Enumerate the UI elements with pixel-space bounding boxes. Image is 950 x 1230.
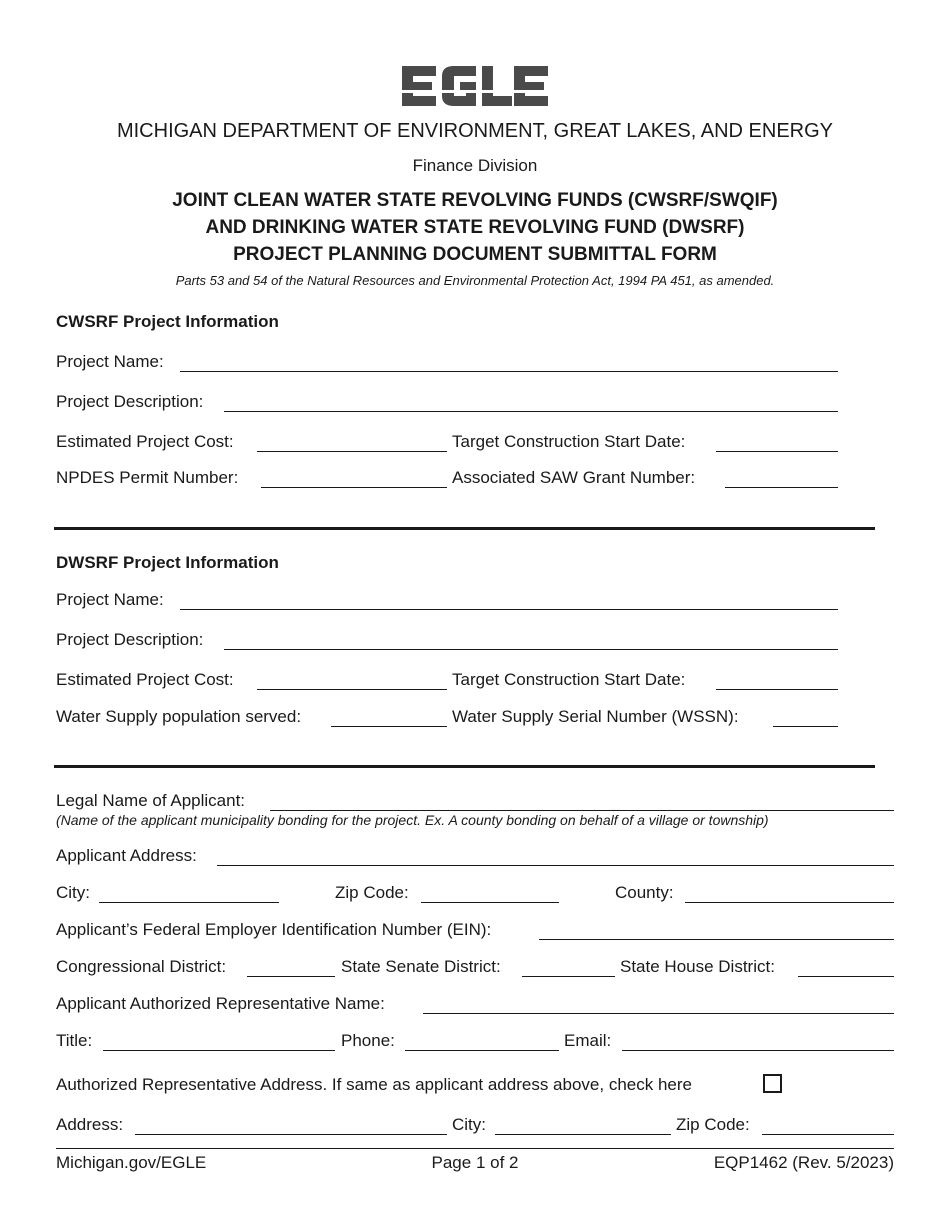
cwsrf-saw-grant-label: Associated SAW Grant Number: xyxy=(452,468,696,487)
zip-field[interactable] xyxy=(421,902,559,903)
footer-page-number: Page 1 of 2 xyxy=(431,1153,519,1172)
legal-authority: Parts 53 and 54 of the Natural Resources and Environmental Protection Act, 1994 PA 451, as amended. xyxy=(175,273,775,288)
rep-address-prompt: Authorized Representative Address. If same as applicant address above, check here xyxy=(56,1075,692,1094)
city-field[interactable] xyxy=(99,902,279,903)
rep-city-field[interactable] xyxy=(495,1134,671,1135)
legal-name-note: (Name of the applicant municipality bonding for the project. Ex. A county bonding on behalf of a village or township) xyxy=(56,812,769,828)
congressional-field[interactable] xyxy=(247,976,335,977)
section-divider-1 xyxy=(54,527,875,530)
cwsrf-heading: CWSRF Project Information xyxy=(56,312,279,331)
division-name: Finance Division xyxy=(412,156,538,175)
applicant-address-label: Applicant Address: xyxy=(56,846,197,865)
ein-field[interactable] xyxy=(539,939,894,940)
dwsrf-project-description-field[interactable] xyxy=(224,649,838,650)
footer-website: Michigan.gov/EGLE xyxy=(56,1153,207,1172)
form-title-line-2: AND DRINKING WATER STATE REVOLVING FUND (DWSRF) xyxy=(205,217,745,238)
cwsrf-estimated-cost-field[interactable] xyxy=(257,451,447,452)
cwsrf-target-start-field[interactable] xyxy=(716,451,838,452)
department-name: MICHIGAN DEPARTMENT OF ENVIRONMENT, GREAT LAKES, AND ENERGY xyxy=(116,120,834,142)
zip-label: Zip Code: xyxy=(335,883,409,902)
egle-logo xyxy=(0,62,950,112)
congressional-label: Congressional District: xyxy=(56,957,227,976)
phone-label: Phone: xyxy=(341,1031,395,1050)
title-field[interactable] xyxy=(103,1050,335,1051)
dwsrf-population-field[interactable] xyxy=(331,726,447,727)
dwsrf-estimated-cost-field[interactable] xyxy=(257,689,447,690)
cwsrf-npdes-field[interactable] xyxy=(261,487,447,488)
egle-logo-mark xyxy=(402,62,548,108)
cwsrf-project-name-label: Project Name: xyxy=(56,352,164,371)
cwsrf-target-start-label: Target Construction Start Date: xyxy=(452,432,686,451)
dwsrf-estimated-cost-label: Estimated Project Cost: xyxy=(56,670,234,689)
senate-label: State Senate District: xyxy=(341,957,501,976)
house-field[interactable] xyxy=(798,976,894,977)
county-label: County: xyxy=(615,883,674,902)
dwsrf-project-name-label: Project Name: xyxy=(56,590,164,609)
cwsrf-npdes-label: NPDES Permit Number: xyxy=(56,468,239,487)
cwsrf-project-name-field[interactable] xyxy=(180,371,838,372)
rep-address-field[interactable] xyxy=(135,1134,447,1135)
cwsrf-estimated-cost-label: Estimated Project Cost: xyxy=(56,432,234,451)
dwsrf-heading: DWSRF Project Information xyxy=(56,553,279,572)
house-label: State House District: xyxy=(620,957,775,976)
email-field[interactable] xyxy=(622,1050,894,1051)
rep-address-label: Address: xyxy=(56,1115,124,1134)
rep-zip-label: Zip Code: xyxy=(676,1115,750,1134)
city-label: City: xyxy=(56,883,90,902)
form-title-line-3: PROJECT PLANNING DOCUMENT SUBMITTAL FORM xyxy=(233,244,717,265)
phone-field[interactable] xyxy=(405,1050,559,1051)
dwsrf-wssn-field[interactable] xyxy=(773,726,838,727)
dwsrf-wssn-label: Water Supply Serial Number (WSSN): xyxy=(452,707,739,726)
applicant-address-field[interactable] xyxy=(217,865,894,866)
senate-field[interactable] xyxy=(522,976,615,977)
dwsrf-target-start-field[interactable] xyxy=(716,689,838,690)
dwsrf-project-name-field[interactable] xyxy=(180,609,838,610)
email-label: Email: xyxy=(564,1031,612,1050)
county-field[interactable] xyxy=(685,902,894,903)
rep-city-label: City: xyxy=(452,1115,486,1134)
dwsrf-target-start-label: Target Construction Start Date: xyxy=(452,670,686,689)
dwsrf-project-description-label: Project Description: xyxy=(56,630,204,649)
same-address-checkbox[interactable] xyxy=(763,1074,782,1093)
section-divider-2 xyxy=(54,765,875,768)
ein-label: Applicant’s Federal Employer Identification Number (EIN): xyxy=(56,920,492,939)
cwsrf-project-description-label: Project Description: xyxy=(56,392,204,411)
rep-zip-field[interactable] xyxy=(762,1134,894,1135)
form-title-line-1: JOINT CLEAN WATER STATE REVOLVING FUNDS (CWSRF/SWQIF) xyxy=(172,190,778,211)
cwsrf-project-description-field[interactable] xyxy=(224,411,838,412)
rep-name-field[interactable] xyxy=(423,1013,894,1014)
footer-form-number: EQP1462 (Rev. 5/2023) xyxy=(713,1153,894,1172)
cwsrf-saw-grant-field[interactable] xyxy=(725,487,838,488)
dwsrf-population-label: Water Supply population served: xyxy=(56,707,302,726)
title-label: Title: xyxy=(56,1031,93,1050)
footer-rule xyxy=(56,1148,894,1149)
legal-name-label: Legal Name of Applicant: xyxy=(56,791,246,810)
legal-name-field[interactable] xyxy=(270,810,894,811)
rep-name-label: Applicant Authorized Representative Name: xyxy=(56,994,385,1013)
